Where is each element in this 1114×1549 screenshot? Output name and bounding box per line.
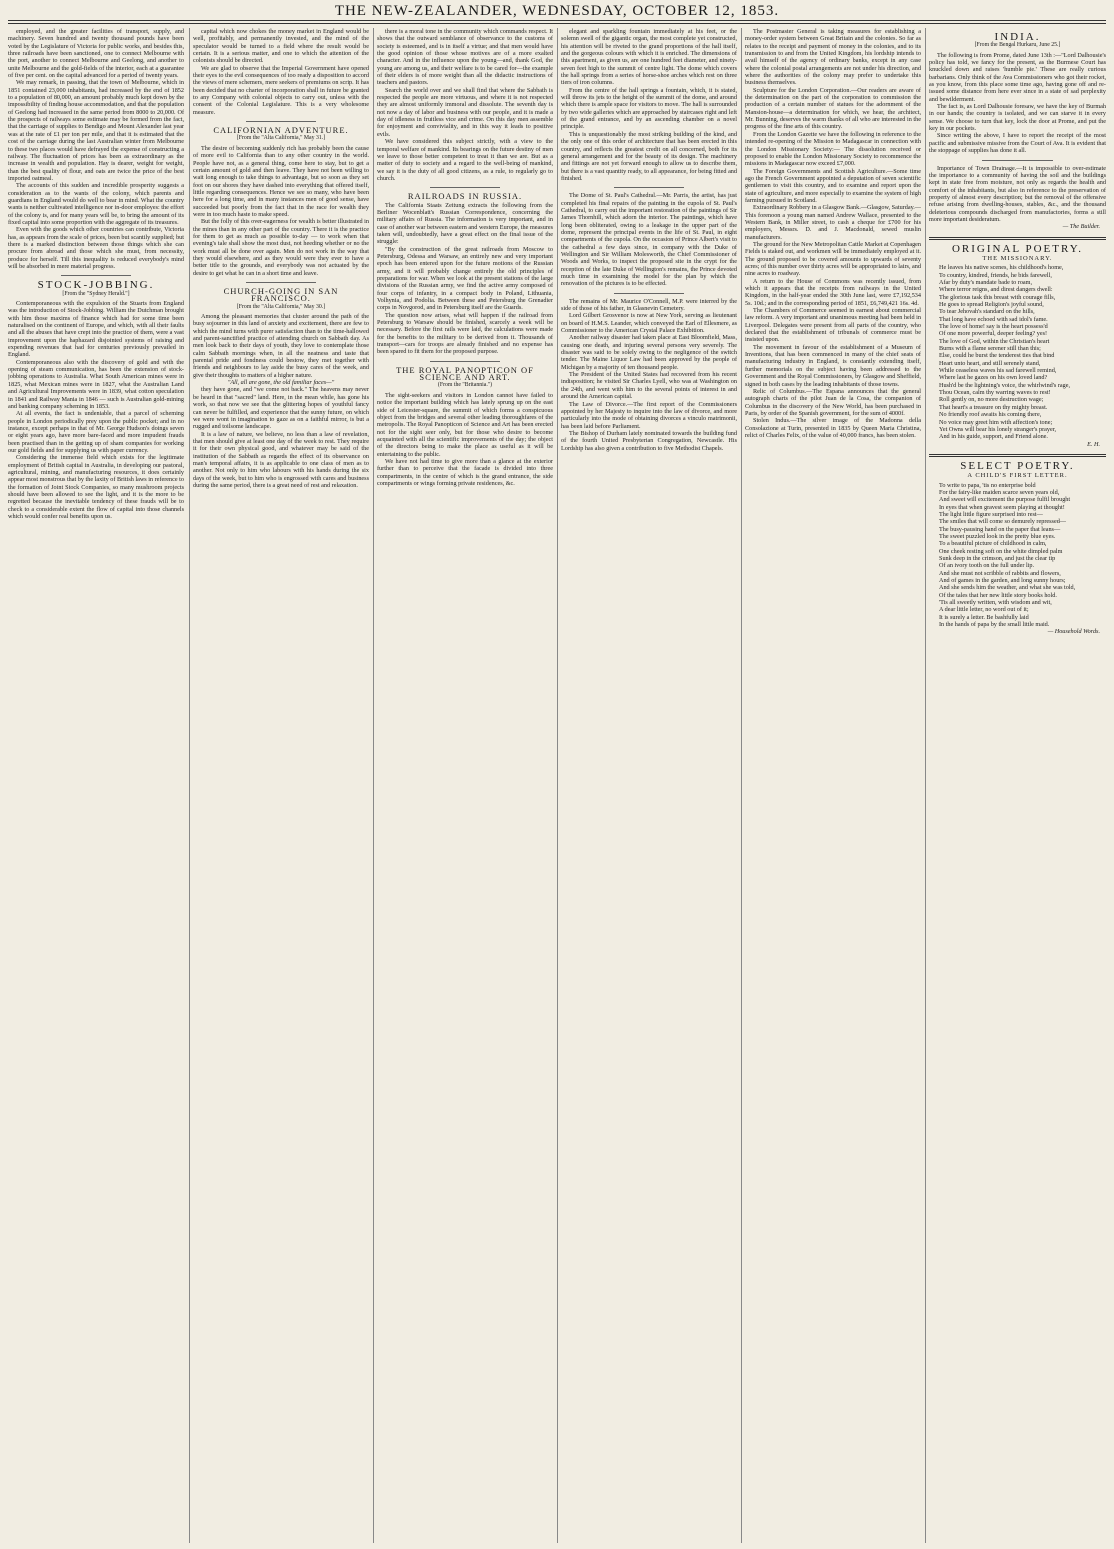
- paragraph: Lord Gilbert Grosvenor is now at New York, serving as lieutenant on board of H.M.S. Leander, which conveyed the Earl of Ellesmere, as Commissioner to the American Crystal Palace Exhibition.: [561, 312, 737, 335]
- paragraph: Importance of Town Drainage.—It is impossible to over-estimate the importance to a community of having the soil and the buildings kept in state free from moisture, not only as regards the health and comfort of the inhabitants, but also in reference to the preservation of property of almost every description; but the removal of the offensive refuse arising from dwelling-houses, stables, &c., and the thousand deleterious compounds discharged from manufactories, forms a still more important desideratum.: [929, 164, 1106, 223]
- poem-line: To write to papa, 'tis no enterprise bold: [939, 481, 1036, 489]
- paragraph: The question now arises, what will happen if the railroad from Petersburg to Warsaw should be finished, scarcely a week will be necessary. Before the first rails were laid, the calculations were made for the benefits to the military to be derived from it. Thousands of transport—cars for troops are already finished and no expense has been spared to fit them for the proposed purpose.: [377, 311, 553, 356]
- paragraph: employed, and the greater facilities of transport, supply, and machinery. Seven hundred and twenty thousand pounds have been voted by the Legislature of Victoria for public works, and besides this, three railroads have been sanctioned, one to connect Melbourne with the port, another to connect Melbourne and Geelong, and another to unite Melbourne and the gold-fields of the interior, each at a guarantee of five per cent. on the capital advanced for a period of twenty years.: [8, 28, 184, 80]
- poem-line: The smiles that will come so demurely repressed—: [939, 518, 1066, 526]
- divider: [246, 282, 316, 283]
- poem-line: That long have echoed with sad idol's fame.: [939, 315, 1048, 323]
- article-heading: RAILROADS IN RUSSIA.: [407, 191, 523, 202]
- masthead-rule: [8, 20, 1106, 21]
- paragraph: But the folly of this over-eagerness for wealth is better illustrated in the mines than in any other part of the country. There it is the practice for them to get as much as possible to-day — to work when that evening's tale shall show the most dust, not heeding whether or no the work must all be done over again. Men do not work in the way that they would elsewhere, and as they would were they ever to have a better title to the grounds, and everybody was not actuated by the desire to get what he can in a short time and leave.: [193, 218, 369, 277]
- poem-line: It is surely a letter. Be bashfully laid: [939, 613, 1029, 621]
- poem-line: The busy-pausing hand on the paper that leans—: [939, 525, 1061, 533]
- paragraph: Among the pleasant memories that cluster around the path of the busy sojourner in this land of anxiety and excitement, there are few to which the mind turns with purer satisfaction than to the time-hallowed and parent-sanctified practice of attending church on Sabbath day. As men look back to their days of youth, they love to contemplate those calm Sabbath mornings when, in all the neatness and taste that parental pride and fondness could bestow, they met together with friends and neighbours to lay aside the busy cares of the week, and give their thoughts to matters of a higher nature.: [193, 313, 369, 379]
- section-heading: ORIGINAL POETRY.: [951, 242, 1083, 255]
- poem-line: 'Tis all sweetly written, with wisdom and wit,: [939, 599, 1052, 607]
- column-1: [8, 28, 184, 1543]
- poem-line: Where last he gazes on his own loved land?: [939, 374, 1048, 382]
- poem-title: A CHILD'S FIRST LETTER.: [967, 472, 1068, 480]
- poem-line: Else, could he burst the tenderest ties that bind: [939, 352, 1055, 360]
- paragraph: It is a law of nature, we believe, no less than a law of revelation, that men should give at least one day of the week to rest. They require it for their own physical good, and whatever may be said of the institution of the Sabbath as regards the effect of its observance on man's temporal affairs, it is as applicable to one class of men as to another. Not only to him who labours with his hands during the six days of the week, but to him who is engrossed with cares and business during the same period, there is a great need of rest and relaxation.: [193, 430, 369, 489]
- divider: [430, 187, 500, 188]
- double-rule: [929, 454, 1106, 457]
- poem: [929, 472, 1106, 636]
- article-source: (From the "Britannia."): [437, 382, 493, 389]
- article-heading: INDIA.: [994, 31, 1041, 43]
- paragraph: Search the world over and we shall find that where the Sabbath is respected the people are more virtuous, and where it is not respected they are almost uniformly immoral and dissolute. The seventh day is not now a day of labor and business with our people, and it is made a day of idleness in fruitless vice and crime. On this day men assemble for enjoyment and conviviality, and in this way it leads to positive evils.: [377, 86, 553, 138]
- poem-line: Yet Owns will bear his lonely stranger's prayer,: [939, 425, 1057, 433]
- divider: [246, 121, 316, 122]
- poem-line: He goes to spread Religion's joyful sound,: [939, 301, 1044, 308]
- divider: [614, 187, 684, 188]
- paragraph: We are glad to observe that the Imperial Government have opened their eyes to the evil consequences of too ready a disposition to accord the views of mere schemers, mere seekers of premiums on scrip. It has been decided that no charter of incorporation shall in future be granted to any Company with colonial objects to carry out, unless with the consent of the Colonial Legislature. This is a very wholesome measure.: [193, 64, 369, 116]
- divider: [614, 293, 684, 294]
- signature: — Household Words.: [1047, 628, 1100, 636]
- paragraph: Since writing the above, I have to report the receipt of the most pacific and submissive missive from the Court of Ava. It is evident that the stoppage of supplies has done it all.: [929, 132, 1106, 155]
- poem-line: Of the tales that her new little story books hold.: [939, 591, 1057, 599]
- paragraph: The Dome of St. Paul's Cathedral.—Mr. Parris, the artist, has just completed his final repairs of the painting in the cupola of St. Paul's Cathedral, to carry out the important restoration of the paintings of Sir James Thornhill, which adorn the interior. The paintings, which have long been obliterated, owing to a leakage in the upper part of the dome, represent the principal events in the life of St. Paul, in eight compartments of the cupola. On the occasion of Prince Albert's visit to the cathedral a few days since, in company with the Duke of Wellington and Sir William Molesworth, the Chief Commissioner of Woods and Works, to inspect the proposed site in the crypt for the reception of the late Duke of Wellington's remains, the Prince devoted much time in examining the model for the plan by which the renovation of the pictures is to be effected.: [561, 192, 737, 288]
- poem-line: And in his guide, support, and Friend alone.: [939, 433, 1048, 441]
- poem-line: No friendly roof awaits his coming there,: [939, 411, 1042, 419]
- paragraph: The Law of Divorce.—The first report of the Commissioners appointed by her Majesty to inquire into the law of divorce, and more particularly into the mode of obtaining divorces a vinculo matrimonii, has been laid before Parliament.: [561, 400, 737, 430]
- article-source: [From the "Alta California," May 31.]: [236, 135, 326, 142]
- poem-line: One cheek resting soft on the white dimpled palm: [939, 547, 1063, 555]
- poem-line: Hush'd be the lightning's voice, the whirlwind's rage,: [939, 381, 1071, 389]
- poem-title: THE MISSIONARY.: [982, 254, 1053, 262]
- paragraph: Stolen Indus.—The silver image of the Madonna della Consolazione at Turin, presented in 1835 by Queen Maria Christina, relict of Charles Felix, of the value of 40,000 francs, has been stolen.: [745, 417, 921, 439]
- paragraph: The desire of becoming suddenly rich has probably been the cause of more evil to California than to any other country in the world. People have not, as a general thing, come here to stay, but to get a certain amount of gold and then leave. They have not been willing to wait long enough to take things to advantage, but so soon as they set foot on our shores they have dashed into everything that offered itself, little regarding consequences. Hence we see so many, who have been here for a long time, and in many instances men of good sense, have succeeded but poorly from the fact that in the race for wealth they were in too much haste to make speed.: [193, 144, 369, 218]
- column-2: [193, 28, 369, 1543]
- article-heading: THE ROYAL PANOPTICON OF SCIENCE AND ART.: [396, 364, 534, 383]
- article-source: [From the "Alta California," May 30.]: [236, 303, 326, 310]
- column-4: [561, 28, 737, 1543]
- poem-line: The glorious task this breast with courage fills,: [939, 293, 1056, 301]
- paragraph: Contemporaneous also with the discovery of gold and with the opening of steam communication, has been the extension of stock-jobbing operations to Australia. What South American mines were in 1825, what Mexican mines were in 1827, what the Australian Land and Agricultural Improvements were in 1839, what cotton speculation in 1841 and Railway Mania in 1846 — such is Australian gold-mining and banking company scheming in 1853.: [8, 358, 184, 410]
- poem-lines: [929, 482, 1106, 629]
- paragraph: Another railway disaster had taken place at East Bloomfield, Mass, causing one death, and injuring several persons very severely. The disaster was said to be solely owing to the negligence of the switch tender. The Maine Liquor Law had been approved by the people of Michigan by a majority of ten thousand people.: [561, 334, 737, 371]
- poem-line: The love of God, within the Christian's heart: [939, 337, 1050, 345]
- poem-line: Roll gently on, no more destruction wage;: [939, 396, 1044, 404]
- poem-line: Of one more powerful, deeper feeling? yes!: [939, 330, 1048, 338]
- masthead-title: THE NEW-ZEALANDER, WEDNESDAY, OCTOBER 12, 1853.: [334, 3, 780, 19]
- poem-line: The light little figure surprised into rest—: [939, 510, 1043, 518]
- poem-line: And sweet will excitement the purpose fulfil brought: [939, 496, 1071, 504]
- double-rule: [929, 237, 1106, 240]
- paragraph: Contemporaneous with the expulsion of the Stuarts from England was the introduction of Stock-Jobbing. William the Dutchman brought with him those maxims of finance which had for some time been naturalised on the continent of Europe, and which, with all their faults and all the abuses that have crept into the practice of them, were a vast improvement upon the haphazard disjointed systems of raising and expending revenues that had for centuries previously prevailed in England.: [8, 300, 184, 359]
- poem-line: And she must not scribble of rabbits and flowers,: [939, 569, 1061, 577]
- paragraph: We may remark, in passing, that the town of Melbourne, which in 1851 contained 23,000 inhabitants, had increased by the end of 1852 to a population of 80,000, an amount probably much kept down by the impossibility of finding house accommodation, and that the population of Geelong had increased in the same period from 8000 to 20,000. Of the prospects of railways some estimate may be formed from the fact, that the carriage of supplies to Bendigo and Mount Alexander last year was at the rate of £1 per ton per mile, and that it is estimated that the cost of the carriage during the last Australian winter from Melbourne to these two places would have defrayed the expense of constructing a railway. The fluctuation of prices has been as extraordinary as the increase in wealth and population. Hay is dearer, weight for weight, than the best quality of flour, and oats are twice the price of the best imported oatmeal.: [8, 79, 184, 182]
- column-divider: [373, 28, 374, 1543]
- poem-line: In eyes that when gravest seem playing at thought!: [939, 503, 1065, 511]
- column-6: [929, 28, 1106, 1543]
- paragraph: The Chambers of Commerce seemed in earnest about commercial law reform. A very important and unanimous meeting had been held in Liverpool. Delegates were present from all parts of the country, who declared that the establishment of tribunals of commerce must be insisted upon.: [745, 307, 921, 344]
- paragraph: "By the construction of the great railroads from Moscow to Petersburg, Odessa and Warsaw, an entirely new and very important epoch has been entered upon for the future motions of the Russian army, and it will probably change entirely the old principles of preparations for war. When we look at the present stations of the large divisions of the Russian army, we find the active army composed of four corps of infantry, in a compact body in Poland, Lithuania, Volhynia, and Podolia. Between these and Petersburg the Grenadier corps in Novgorod, and in Petersburg itself are the Guards.: [377, 245, 553, 312]
- poem-line: Burns with a flame serener still than this;: [939, 345, 1041, 353]
- paragraph: capital which now chokes the money market in England would be well, profitably, and permanently invested, and the mind of the speculator would be turned to a field where the result would be certain. It is a serious matter, and one to which the attention of the colonists should be directed.: [193, 28, 369, 65]
- paragraph: We have not had time to give more than a glance at the exterior further than to perceive that the facade is divided into three compartments, in the centre of which is the grand entrance, the side compartments or wings forming private residences, &c.: [377, 457, 553, 487]
- paragraph: The Bishop of Durham lately nominated towards the building fund of the fourth United Presbyterian Congregation, Newcastle. His Lordship has also given a contribution to five Methodist Chapels.: [561, 429, 737, 452]
- poem-line: And she sends him the weather, and what she was told,: [939, 584, 1076, 592]
- masthead-rule: [8, 23, 1106, 24]
- paragraph: The accounts of this sudden and incredible prosperity suggests a consideration as to the wants of the colony, which parents and guardians in England would do well to bear in mind. What the country wants is neither cultivated intelligence nor in-door employes: the effort of the colony is, and for many years will be, to bring the amount of its fixed capital into some proportion with the aggregate of its treasures.: [8, 182, 184, 226]
- paragraph: The California Staats Zeitung extracts the following from the Berliner Wocenblatt's Russian Correspondence, concerning the military affairs of Russia. The information is very important, and in case of another war between eastern and western Europe, the measures taken will, undoubtedly, have a great effect on the final issue of the struggle:: [377, 201, 553, 246]
- poem-line: Thou Ocean, calm thy warring waves to rest!: [939, 389, 1051, 397]
- paragraph: The Foreign Governments and Scottish Agriculture.—Some time ago the French Government appointed a deputation of seven scientific gentlemen to visit this country, and to examine and report upon the state of agriculture, and more especially to examine the system of high farming pursued in Scotland.: [745, 167, 921, 204]
- poem-line: Afar by duty's mandate bade to roam,: [939, 278, 1033, 286]
- poem-line: He leaves his native scenes, his childhood's home,: [939, 264, 1064, 272]
- poem-line: To country, kindred, friends, he bids farewell,: [939, 271, 1052, 279]
- poem-line: For the fairy-like maiden scarce seven years old,: [939, 488, 1060, 496]
- divider: [61, 275, 131, 276]
- paragraph: From the centre of the hall springs a fountain, which, it is stated, will throw its jets to the height of the summit of the dome, and around which there is ample space for visitors to move. The hall is surrounded by two wide galleries which are approached by staircases right and left of the grand entrance, and by an ascending chamber on a novel principle.: [561, 86, 737, 131]
- paragraph: The following is from Prome, dated June 13th :—"Lord Dalhousie's policy has told, we fancy for the present, as the Burmese Court has knuckled down and raises 'humble pie.' These are really curious barbarians. Only think of the Ava Commissioners who got their rocket, as you know, from this place some time ago, having gone off and re-issued some distance from here ever since in a state of sad perplexity and bewilderment.: [929, 51, 1106, 103]
- paragraph: The Postmaster General is taking measures for establishing a money-order system between Great Britain and the colonies. So far as relates to the receipt and payment of money in the colonies, and to its transmission to and from the United Kingdom, his lordship intends to avail himself of the agency of ordinary banks, except in any case where the colonial postal arrangements are not under his direction, and where the authorities of the colony may prefer to undertake this business themselves.: [745, 28, 921, 87]
- paragraph: The ground for the New Metropolitan Cattle Market at Copenhagen Fields is staked out, and workmen will be immediately employed at it. The ground proposed to be covered amounts to upwards of seventy acres; of this number over thirty acres will be appropriated to lairs, and nine acres to roadway.: [745, 240, 921, 278]
- signature: E. H.: [1087, 440, 1100, 448]
- poem-line: Heart unto heart, and still serenely stand,: [939, 359, 1041, 367]
- poem-line: Where terror reigns, and direst dangers dwell:: [939, 286, 1053, 294]
- section-heading: SELECT POETRY.: [960, 459, 1075, 472]
- column-3: [377, 28, 553, 1543]
- paragraph: This is unquestionably the most striking building of the kind, and the only one of this order of architecture that has been erected in this country, and reflects the greatest credit on all concerned, both for its general arrangement and for the beauty of its design. The machinery and fittings are not yet forward enough to allow us to describe them, but there is a vast quantity ready, to all appearance, for being fitted and finished.: [561, 130, 737, 182]
- paragraph: We have considered this subject strictly, with a view to the temporal welfare of mankind. Its bearings on the future destiny of men we leave to those better competent to treat it than we are. But as a matter of duty to society and a regard to the well-being of mankind, we say it is the duty of all good citizens, as a rule, to regularly go to church.: [377, 138, 553, 182]
- article-heading: CALIFORNIAN ADVENTURE.: [213, 125, 349, 136]
- paragraph: The President of the United States had recovered from his recent indisposition; he visited Sir Charles Lyell, who was at Washington on the 24th, and went with him to the several points of interest in and around the American capital.: [561, 371, 737, 401]
- article-heading: STOCK-JOBBING.: [37, 279, 155, 292]
- poem-line: No voice may greet him with affection's tone;: [939, 418, 1053, 426]
- masthead: [0, 2, 1114, 20]
- poem-line: Of an ivory tooth on the full under lip.: [939, 562, 1035, 570]
- article-source: [From the Bengal Hurkaru, June 25.]: [974, 42, 1061, 49]
- paragraph: there is a moral tone in the community which commands respect. It shows that the outward semblance of observance to the customs of society is esteemed, and is in itself a virtue; and that men would have the good opinion of those whose motives are of a more exalted character. And in the influence upon the young—and, thank God, the young are among us, and their welfare is to be cared for—the example of their elders is of more weight than all the didactic instructions of teachers and pastors.: [377, 28, 553, 87]
- paragraph: A return to the House of Commons was recently issued, from which it appears that the receipts from railways in the United Kingdom, in the half-year ended the 30th June last, were £7,192,534 5s. 10d.; and in the corresponding period of 1851, £6,749,421 16s. 4d.: [745, 277, 921, 307]
- poem-line: Sunk deep in the crimson, and just the clear tip: [939, 555, 1056, 562]
- paragraph: Even with the goods which other countries can contribute, Victoria has, as appears from the scale of prices, been but scantily supplied; but there is a marked distinction between those things which she can procure from abroad and those which she must, from necessity, produce for herself. Till this inequality is reduced everybody's mind will be absorbed in mere material progress.: [8, 226, 184, 270]
- poem-line: A dear little letter, no word out of it;: [939, 606, 1029, 614]
- quotation: "All, all are gone, the old familiar faces—": [227, 379, 335, 387]
- poem-line: And of games in the garden, and long sunny hours;: [939, 577, 1066, 585]
- poem-line: That heart's a treasure on thy mighty breast.: [939, 403, 1048, 411]
- poem-lines: [929, 264, 1106, 440]
- divider: [982, 160, 1053, 161]
- paragraph: At all events, the fact is undeniable, that a parcel of scheming people in London periodically prey upon the public pocket; and in no instance, except perhaps in that of Mr. George Hudson's doings seven or eight years ago, have more bare-faced and more impudent frauds been practised than in the getting up of sham companies for working our gold fields and for supplying us with paper currency.: [8, 410, 184, 454]
- article-source: [From the "Sydney Herald."]: [62, 290, 130, 297]
- paragraph: The fact is, as Lord Dalhousie foresaw, we have the key of Burmah in our hands; the country is isolated, and we can starve it in every sense. We choose to turn that key, lock the door at Prome, and put the key in our pockets.: [929, 103, 1106, 133]
- paragraph: Sculpture for the London Corporation.—Our readers are aware of the determination on the part of the corporation to commission the production of a certain number of statues for the adornment of the Mansion-house—a determination for which, we hear, the architect, Mr. Bunning, deserves the warm thanks of all who are interested in the progress of the fine arts of this country.: [745, 86, 921, 131]
- article-heading: CHURCH-GOING IN SAN FRANCISCO.: [223, 286, 339, 304]
- paragraph: Relic of Columbus.—The Espana announces that the general autograph charts of the pilot Juan de la Cosa, the companion of Columbus in the discovery of the New World, has been purchased in Paris, by order of the Spanish government, for the sum of 4000f.: [745, 387, 921, 417]
- paragraph: they have gone, and "we come not back." The heavens may never be heard in that "sacred" land. Here, in the mean while, has gone his work, so that now we see that the glittering hopes of youthful fancy can never be fulfilled, and experience that the sunny future, on which we were wont in imagination to gaze as on a faithful mirror, is but a rugged and toilsome landscape.: [193, 386, 369, 431]
- paragraph: From the London Gazette we have the following in reference to the intended re-opening of the Mission to Madagascar in connection with the London Missionary Society:— The dissolution received or proposed to enable the London Missionary Society to recommence the missions in Madagascar now exceed £7,000.: [745, 130, 921, 168]
- column-5: [745, 28, 921, 1543]
- column-divider: [189, 28, 190, 1543]
- column-divider: [741, 28, 742, 1543]
- paragraph: The remains of Mr. Maurice O'Connell, M.P. were interred by the side of those of his father, in Glasnevin Cemetery.: [561, 297, 737, 313]
- poem-line: The sweet puzzled look in the pretty blue eyes.: [939, 532, 1056, 540]
- poem-line: To a beautiful picture of childhood in calm,: [939, 540, 1047, 548]
- column-divider: [925, 28, 926, 1543]
- signature: — The Builder.: [1062, 223, 1100, 231]
- poem-line: While ceaseless waves his sad farewell remind,: [939, 367, 1057, 375]
- paragraph: The movement in favour of the establishment of a Museum of Inventions, that has been commenced in many of the chief seats of manufacturing industry in England, is constantly extending itself, further memorials on the subject having been addressed to the Government and the Royal Commissioners, by Glasgow and Sheffield, signed in both cases by the leading inhabitants of those towns.: [745, 343, 921, 388]
- poem-line: In the hands of papa by the small little maid.: [939, 621, 1050, 629]
- poem: [929, 255, 1106, 448]
- divider: [430, 361, 500, 362]
- paragraph: Considering the immense field which exists for the legitimate employment of British capital in Australia, in developing our pastoral, agricultural, mining, and manufacturing resources, it does certainly appear most monstrous that by the laxity of British laws in reference to the formation of Joint Stock Companies, so many mushroom projects should have been allowed to see the light, and it is the more to be regretted because the inevitable tendency of these frauds will be to check to a considerable extent the flow of capital into those channels which would confer real benefits upon us.: [8, 454, 184, 520]
- poem-line: To tear Jehovah's standard on the hills,: [939, 308, 1035, 316]
- paragraph: Extraordinary Robbery in a Glasgow Bank.—Glasgow, Saturday.—This forenoon a young man named Andrew Wallace, presented to the Western Bank, in Miller street, to cash a cheque for £700 for his employers, Messrs. D. and J. Macdonald, sewed muslin manufacturers.: [745, 204, 921, 241]
- poem-line: The love of home! say is the heart possess'd: [939, 323, 1048, 331]
- paragraph: The sight-seekers and visitors in London cannot have failed to notice the important building which has lately sprung up on the east side of Leicester-square, the summit of which forms a conspicuous object from the bridges and several other leading thoroughfares of the metropolis. The Royal Panopticon of Science and Art has been erected not for the sight seer only, but for those who desire to become acquainted with all the scientific improvements of the day; the object of the directors being to make the place as useful as it will be entertaining to the public.: [377, 391, 553, 458]
- paragraph: elegant and sparkling fountain immediately at his feet, or the solemn swell of the gigantic organ, the most complete yet constructed, his attention will be riveted to the grand proportions of the hall itself, and the gorgeous colours with which it is enriched. The dimensions of this apartment, as given us, are one hundred feet diameter, and ninety-seven feet high to the summit of centre light. The dome which covers the hall springs from a series of horse-shoe arches which rest on three tiers of iron columns.: [561, 28, 737, 87]
- column-divider: [557, 28, 558, 1543]
